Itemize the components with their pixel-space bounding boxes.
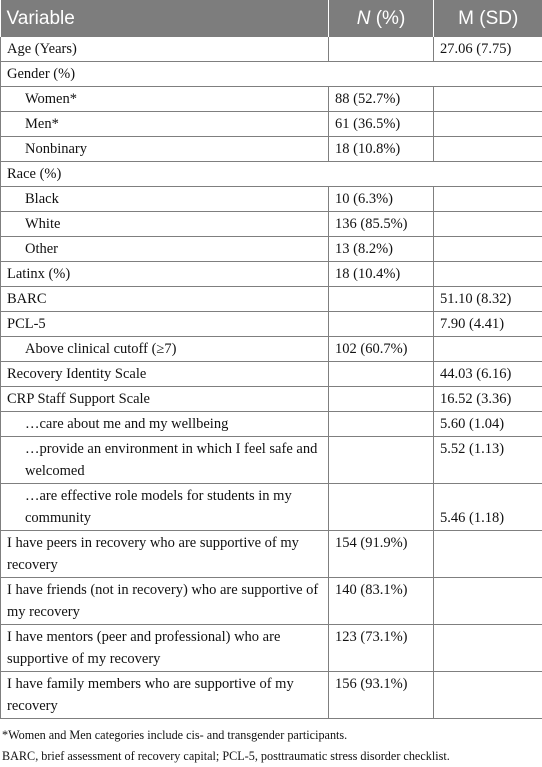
header-n-percent — [329, 0, 434, 37]
cell-mean-sd: 27.06 (7.75) — [434, 37, 542, 62]
cell-n-percent — [329, 412, 434, 437]
cell-n-percent — [329, 362, 434, 387]
cell-variable: BARC — [1, 287, 329, 312]
cell-variable: CRP Staff Support Scale — [1, 387, 329, 412]
cell-variable: Black — [1, 187, 329, 212]
table-row — [1, 212, 542, 237]
table-row — [1, 484, 542, 531]
cell-variable: Nonbinary — [1, 137, 329, 162]
cell-mean-sd — [434, 672, 542, 719]
table-row — [1, 262, 542, 287]
cell-mean-sd — [434, 237, 542, 262]
table-row — [1, 337, 542, 362]
table-row — [1, 362, 542, 387]
cell-n-percent — [329, 437, 434, 484]
table-row — [1, 187, 542, 212]
table-row — [1, 437, 542, 484]
cell-n-percent: 102 (60.7%) — [329, 337, 434, 362]
cell-mean-sd — [434, 212, 542, 237]
cell-variable: I have peers in recovery who are supportive of my recovery — [1, 531, 329, 578]
table-row — [1, 62, 542, 87]
cell-variable: …are effective role models for students in my community — [1, 484, 329, 531]
header-n-italic: N — [357, 8, 371, 29]
cell-variable: Women* — [1, 87, 329, 112]
table-row — [1, 578, 542, 625]
cell-variable: I have family members who are supportive of my recovery — [1, 672, 329, 719]
cell-n-percent: 61 (36.5%) — [329, 112, 434, 137]
header-mean-sd: M (SD) — [434, 0, 542, 37]
cell-n-percent: 123 (73.1%) — [329, 625, 434, 672]
header-n-rest: (%) — [370, 8, 405, 29]
cell-mean-sd — [434, 112, 542, 137]
cell-mean-sd: 5.60 (1.04) — [434, 412, 542, 437]
cell-variable: Age (Years) — [1, 37, 329, 62]
table-row — [1, 287, 542, 312]
cell-variable: Latinx (%) — [1, 262, 329, 287]
cell-mean-sd: 44.03 (6.16) — [434, 362, 542, 387]
table-row — [1, 37, 542, 62]
cell-n-percent — [329, 387, 434, 412]
cell-n-percent: 154 (91.9%) — [329, 531, 434, 578]
table-row — [1, 237, 542, 262]
cell-mean-sd — [434, 87, 542, 112]
cell-variable: Men* — [1, 112, 329, 137]
table-row — [1, 625, 542, 672]
header-variable: Variable — [1, 0, 329, 37]
cell-mean-sd: 5.52 (1.13) — [434, 437, 542, 484]
cell-n-percent — [329, 484, 434, 531]
cell-n-percent — [329, 312, 434, 337]
cell-variable: White — [1, 212, 329, 237]
cell-variable: I have friends (not in recovery) who are supportive of my recovery — [1, 578, 329, 625]
note-abbreviations: BARC, brief assessment of recovery capital; PCL-5, posttraumatic stress disorder checklist. — [2, 746, 540, 767]
cell-n-percent — [329, 37, 434, 62]
table-row — [1, 112, 542, 137]
table-row — [1, 387, 542, 412]
table-row — [1, 137, 542, 162]
cell-mean-sd: 51.10 (8.32) — [434, 287, 542, 312]
cell-mean-sd: 5.46 (1.18) — [434, 484, 542, 531]
cell-variable: …care about me and my wellbeing — [1, 412, 329, 437]
cell-variable: Recovery Identity Scale — [1, 362, 329, 387]
table-notes — [0, 719, 542, 767]
cell-variable: …provide an environment in which I feel safe and welcomed — [1, 437, 329, 484]
header-row — [1, 0, 542, 37]
table-row — [1, 531, 542, 578]
table-row — [1, 672, 542, 719]
cell-n-percent: 156 (93.1%) — [329, 672, 434, 719]
cell-variable: Gender (%) — [1, 62, 542, 87]
cell-mean-sd: 16.52 (3.36) — [434, 387, 542, 412]
cell-mean-sd — [434, 531, 542, 578]
cell-mean-sd — [434, 187, 542, 212]
cell-mean-sd — [434, 625, 542, 672]
table-row — [1, 87, 542, 112]
table-row — [1, 312, 542, 337]
table-row — [1, 412, 542, 437]
cell-n-percent: 140 (83.1%) — [329, 578, 434, 625]
cell-n-percent: 18 (10.8%) — [329, 137, 434, 162]
cell-mean-sd: 7.90 (4.41) — [434, 312, 542, 337]
cell-mean-sd — [434, 578, 542, 625]
cell-variable: PCL-5 — [1, 312, 329, 337]
table-body — [1, 37, 542, 719]
cell-n-percent: 88 (52.7%) — [329, 87, 434, 112]
cell-n-percent: 136 (85.5%) — [329, 212, 434, 237]
cell-variable: I have mentors (peer and professional) who are supportive of my recovery — [1, 625, 329, 672]
cell-mean-sd — [434, 137, 542, 162]
cell-n-percent: 10 (6.3%) — [329, 187, 434, 212]
note-footnote: *Women and Men categories include cis- and transgender participants. — [2, 725, 540, 746]
cell-mean-sd — [434, 262, 542, 287]
cell-n-percent — [329, 287, 434, 312]
cell-variable: Other — [1, 237, 329, 262]
cell-variable: Race (%) — [1, 162, 542, 187]
cell-n-percent: 18 (10.4%) — [329, 262, 434, 287]
cell-mean-sd — [434, 337, 542, 362]
table-row — [1, 162, 542, 187]
cell-variable: Above clinical cutoff (≥7) — [1, 337, 329, 362]
cell-n-percent: 13 (8.2%) — [329, 237, 434, 262]
